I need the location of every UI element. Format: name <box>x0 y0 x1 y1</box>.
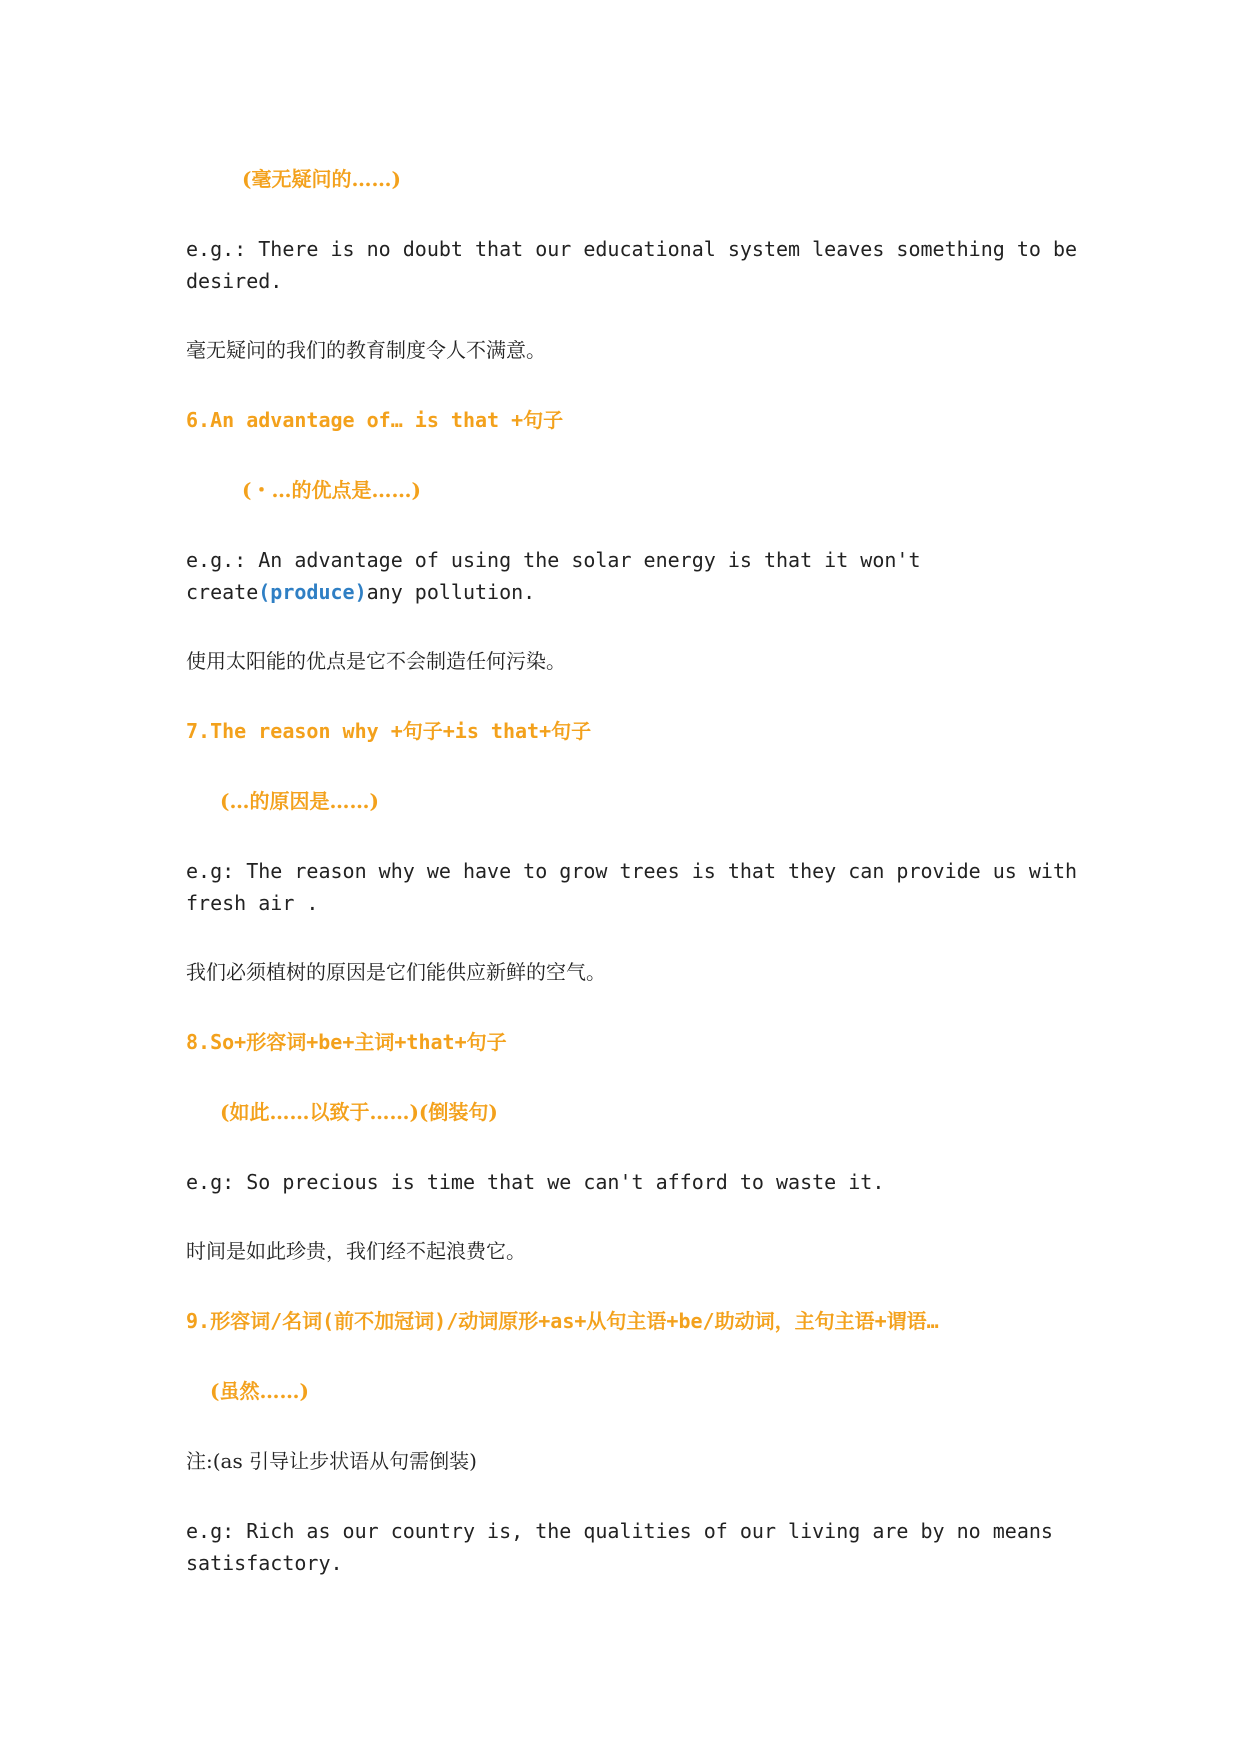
heading-item-9: 9.形容词/名词(前不加冠词)/动词原形+as+从句主语+be/助动词，主句主语+谓语… <box>186 1309 939 1333</box>
example-item-8: e.g: So precious is time that we can't afford to waste it. <box>186 1170 885 1194</box>
example-item-7-line1: e.g: The reason why we have to grow trees is that they can provide us with <box>186 859 1078 883</box>
translation-item-7: 我们必须植树的原因是它们能供应新鲜的空气。 <box>186 960 606 984</box>
example-item-9-line2: satisfactory. <box>186 1551 343 1575</box>
example-item-6-end: any pollution. <box>366 580 536 604</box>
translation-item-8: 时间是如此珍贵，我们经不起浪费它。 <box>186 1239 526 1263</box>
example-no-doubt-line1: e.g.: There is no doubt that our educational system leaves something to be <box>186 237 1078 261</box>
highlight-produce: (produce) <box>258 580 367 604</box>
heading-item-6: 6.An advantage of… is that +句子 <box>186 408 564 432</box>
meaning-item-9: (虽然……) <box>210 1379 309 1403</box>
note-item-9: 注:(as 引导让步状语从句需倒装) <box>186 1449 477 1473</box>
example-item-9-line1: e.g: Rich as our country is, the qualities of our living are by no means <box>186 1519 1053 1543</box>
meaning-item-8: (如此……以致于……)(倒装句) <box>220 1100 498 1124</box>
example-item-6-start: create <box>186 580 259 604</box>
heading-item-7: 7.The reason why +句子+is that+句子 <box>186 719 592 743</box>
meaning-item-7: (…的原因是……) <box>220 789 379 813</box>
example-item-6-line2 <box>186 576 535 608</box>
example-item-6-line1: e.g.: An advantage of using the solar energy is that it won't <box>186 548 921 572</box>
meaning-item-6: (・…的优点是……) <box>242 478 421 502</box>
translation-no-doubt: 毫无疑问的我们的教育制度令人不满意。 <box>186 338 546 362</box>
example-item-7-line2: fresh air . <box>186 891 319 915</box>
meaning-no-doubt: (毫无疑问的……) <box>242 167 401 191</box>
example-no-doubt-line2: desired. <box>186 269 283 293</box>
heading-item-8: 8.So+形容词+be+主词+that+句子 <box>186 1030 507 1054</box>
translation-item-6: 使用太阳能的优点是它不会制造任何污染。 <box>186 649 566 673</box>
